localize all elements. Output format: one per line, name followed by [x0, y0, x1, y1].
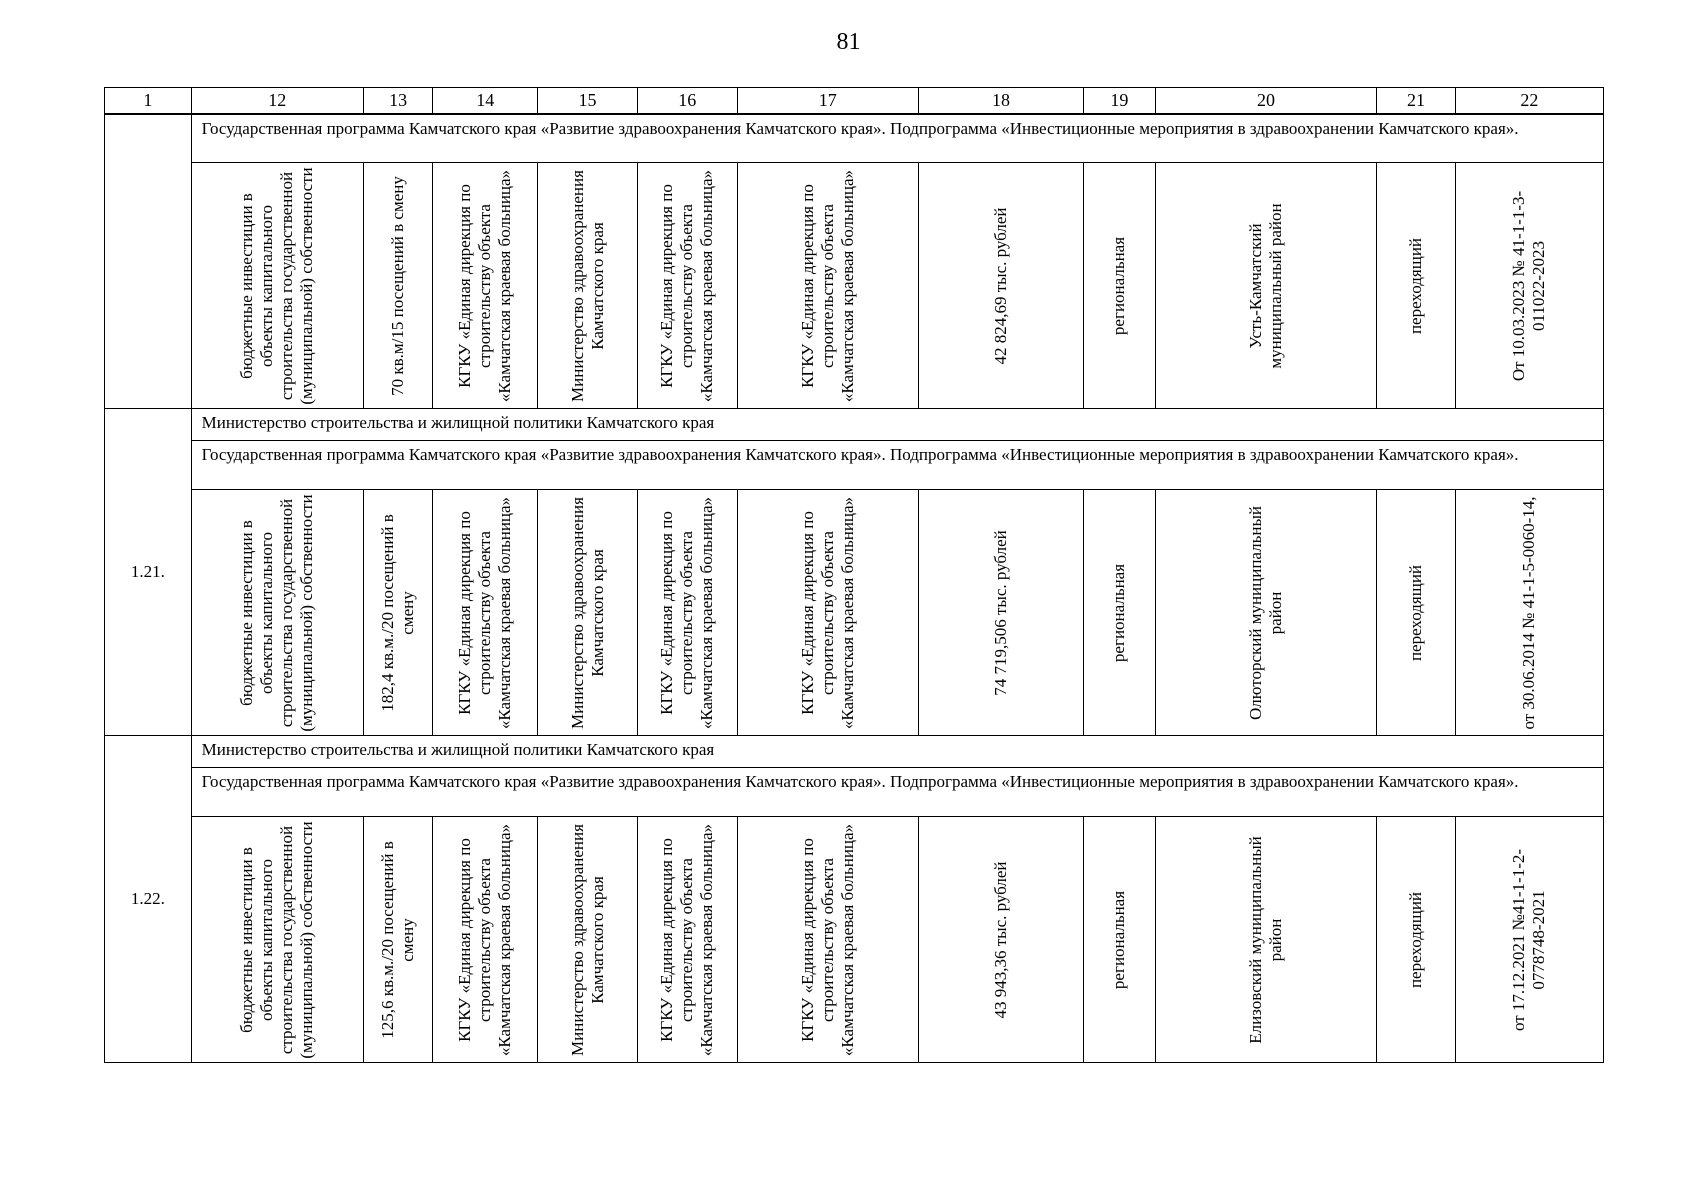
data-cell: [191, 817, 363, 1063]
col-header: 13: [363, 88, 433, 114]
data-cell: [1377, 163, 1456, 409]
data-row: [105, 817, 1604, 1063]
cell-text: бюджетные инвестиции в объекты капитального строительства государственной (муниципальной) собственности: [237, 820, 317, 1059]
col-header: 17: [737, 88, 918, 114]
cell-text: 125,6 кв.м./20 посещений в смену: [378, 840, 418, 1039]
cell-text: региональная: [1109, 563, 1129, 662]
data-cell: [363, 163, 433, 409]
col-header: 21: [1377, 88, 1456, 114]
col-header: 15: [538, 88, 638, 114]
cell-text: региональная: [1109, 236, 1129, 335]
cell-text: Олюторский муниципальный район: [1245, 505, 1285, 720]
data-cell: [191, 163, 363, 409]
cell-text: переходящий: [1406, 237, 1426, 334]
cell-text: от 17.12.2021 №41-1-1-2-0778748-2021: [1509, 848, 1549, 1031]
cell-text: Усть-Камчатский муниципальный район: [1245, 202, 1285, 369]
data-cell: [1084, 817, 1156, 1063]
table-body: [105, 88, 1604, 1063]
data-cell: [637, 490, 737, 736]
cell-text: Министерство здравоохранения Камчатского края: [567, 169, 607, 402]
cell-text: 42 824,69 тыс. рублей: [991, 206, 1010, 365]
cell-text: 70 кв.м/15 посещений в смену: [388, 175, 408, 396]
data-cell: [433, 817, 538, 1063]
data-cell: [1377, 817, 1456, 1063]
program-label: Государственная программа Камчатского края «Развитие здравоохранения Камчатского края». Подпрограмма «Инвестиционные мероприятия в здравоохранении Камчатского края».: [191, 114, 1603, 163]
data-cell: [538, 163, 638, 409]
col-header: 22: [1455, 88, 1603, 114]
cell-text: 74 719,506 тыс. рублей: [991, 529, 1010, 696]
cell-text: Министерство здравоохранения Камчатского края: [567, 823, 607, 1056]
data-cell: [1084, 163, 1156, 409]
col-header: 14: [433, 88, 538, 114]
data-cell: [737, 490, 918, 736]
ministry-label: Министерство строительства и жилищной политики Камчатского края: [191, 409, 1603, 441]
data-cell: [1155, 163, 1377, 409]
data-cell: [1455, 817, 1603, 1063]
cell-text: региональная: [1109, 890, 1129, 989]
row-number: 1.21.: [105, 409, 192, 736]
data-cell: [1084, 490, 1156, 736]
program-label: Государственная программа Камчатского края «Развитие здравоохранения Камчатского края». Подпрограмма «Инвестиционные мероприятия в здравоохранении Камчатского края».: [191, 768, 1603, 817]
cell-text: от 30.06.2014 № 41-1-5-0060-14,: [1519, 495, 1539, 730]
data-cell: [538, 817, 638, 1063]
data-row: [105, 163, 1604, 409]
row-number: [105, 114, 192, 409]
data-row: [105, 490, 1604, 736]
cell-text: КГКУ «Единая дирекция по строительству объекта «Камчатская краевая больница»: [657, 169, 717, 402]
data-cell: [737, 163, 918, 409]
data-cell: [737, 817, 918, 1063]
data-cell: [191, 490, 363, 736]
page-number: 81: [836, 29, 861, 55]
cell-text: КГКУ «Единая дирекция по строительству объекта «Камчатская краевая больница»: [797, 496, 857, 729]
data-cell: [1155, 490, 1377, 736]
data-cell: [433, 490, 538, 736]
col-header: 19: [1084, 88, 1156, 114]
row-number: 1.22.: [105, 736, 192, 1063]
cell-text: 182,4 кв.м./20 посещений в смену: [378, 513, 418, 712]
cell-text: бюджетные инвестиции в объекты капитального строительства государственной (муниципальной) собственности: [237, 493, 317, 732]
col-header: 16: [637, 88, 737, 114]
ministry-label: Министерство строительства и жилищной политики Камчатского края: [191, 736, 1603, 768]
cell-text: От 10.03.2023 № 41-1-1-3-011022-2023: [1509, 190, 1549, 381]
data-cell: [538, 490, 638, 736]
cell-text: КГКУ «Единая дирекция по строительству объекта «Камчатская краевая больница»: [797, 169, 857, 402]
col-header: 20: [1155, 88, 1377, 114]
data-cell: [918, 817, 1083, 1063]
cell-text: КГКУ «Единая дирекция по строительству объекта «Камчатская краевая больница»: [455, 823, 515, 1056]
cell-text: Елизовский муниципальный район: [1245, 835, 1285, 1044]
ministry-row: [105, 409, 1604, 441]
cell-text: 43 943,36 тыс. рублей: [991, 860, 1010, 1019]
program-row: [105, 441, 1604, 490]
data-cell: [1455, 490, 1603, 736]
data-cell: [637, 163, 737, 409]
data-cell: [433, 163, 538, 409]
program-row: [105, 768, 1604, 817]
cell-text: КГКУ «Единая дирекция по строительству объекта «Камчатская краевая больница»: [455, 169, 515, 402]
program-label: Государственная программа Камчатского края «Развитие здравоохранения Камчатского края». Подпрограмма «Инвестиционные мероприятия в здравоохранении Камчатского края».: [191, 441, 1603, 490]
col-header: 18: [918, 88, 1083, 114]
header-row: [105, 88, 1604, 114]
data-cell: [1155, 817, 1377, 1063]
cell-text: бюджетные инвестиции в объекты капитального строительства государственной (муниципальной) собственности: [237, 166, 317, 405]
ministry-row: [105, 736, 1604, 768]
cell-text: переходящий: [1406, 564, 1426, 661]
cell-text: Министерство здравоохранения Камчатского края: [567, 496, 607, 729]
cell-text: КГКУ «Единая дирекция по строительству объекта «Камчатская краевая больница»: [657, 496, 717, 729]
data-cell: [1377, 490, 1456, 736]
data-cell: [637, 817, 737, 1063]
cell-text: КГКУ «Единая дирекция по строительству объекта «Камчатская краевая больница»: [455, 496, 515, 729]
cell-text: КГКУ «Единая дирекция по строительству объекта «Камчатская краевая больница»: [797, 823, 857, 1056]
cell-text: КГКУ «Единая дирекция по строительству объекта «Камчатская краевая больница»: [657, 823, 717, 1056]
program-row: [105, 114, 1604, 163]
cell-text: переходящий: [1406, 891, 1426, 988]
col-header: 12: [191, 88, 363, 114]
data-cell: [1455, 163, 1603, 409]
data-cell: [918, 490, 1083, 736]
data-cell: [363, 817, 433, 1063]
data-cell: [363, 490, 433, 736]
col-header: 1: [105, 88, 192, 114]
investment-table: [104, 87, 1604, 1063]
data-cell: [918, 163, 1083, 409]
